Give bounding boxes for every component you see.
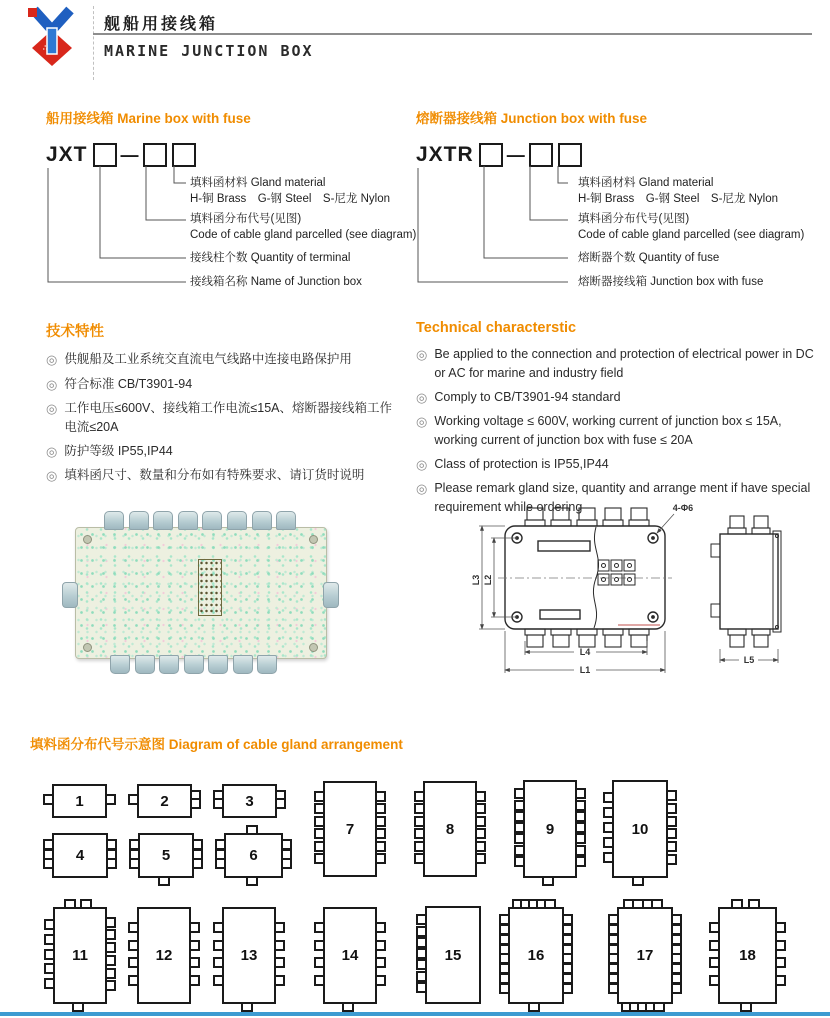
- page-title-zh: 舰船用接线箱: [104, 16, 219, 33]
- tech-item: [416, 412, 816, 450]
- bullet-icon: ◎: [46, 376, 58, 392]
- tech-item: [46, 350, 398, 370]
- jxt-label-quantity: 接线柱个数 Quantity of terminal: [190, 252, 351, 264]
- gland-arrangement-box: [224, 833, 283, 878]
- bullet-icon: ◎: [416, 347, 428, 362]
- cable-gland-tab: [668, 854, 677, 865]
- cable-gland-tab: [514, 845, 523, 856]
- cable-gland-tab: [191, 922, 200, 933]
- cable-gland-tab: [668, 803, 677, 814]
- cable-gland-tab: [128, 975, 137, 986]
- fuse-box-heading: 熔断器接线箱 Junction box with fuse: [416, 111, 648, 126]
- corner-screw: [83, 643, 92, 652]
- cable-gland-tab: [213, 798, 222, 809]
- cable-gland-tab: [246, 878, 258, 886]
- cable-gland-tab: [44, 949, 53, 960]
- cable-gland-tab: [514, 856, 523, 867]
- cable-gland-tab: [414, 853, 423, 864]
- cable-gland-tab: [215, 858, 224, 869]
- tech-item-text: 防护等级 IP55,IP44: [64, 443, 173, 458]
- front-bottom-glands: [525, 629, 649, 647]
- cable-gland-tab: [577, 788, 586, 799]
- bullet-icon: ◎: [46, 468, 58, 483]
- dimensional-drawing: [470, 494, 820, 694]
- cable-gland-right: [323, 582, 339, 608]
- cable-gland-tab: [577, 811, 586, 822]
- gland-arrangement-number: 5: [161, 847, 171, 864]
- cable-gland-top: [129, 511, 149, 530]
- dim-label-l4: L4: [579, 647, 591, 657]
- gland-arrangement-number: 6: [249, 847, 258, 864]
- tech-item: [46, 375, 398, 395]
- jxtr-label-gland-code-zh: 填料函分布代号(见图): [578, 213, 690, 225]
- cable-gland-tab: [43, 794, 52, 805]
- cable-gland-tab: [377, 975, 386, 986]
- cable-gland-tab: [64, 899, 76, 907]
- corner-screw: [309, 643, 318, 652]
- cable-gland-tab: [651, 899, 663, 907]
- cable-gland-tab: [128, 794, 137, 805]
- cable-gland-tab: [416, 971, 425, 982]
- cable-gland-tab: [603, 792, 612, 803]
- cable-gland-tab: [314, 803, 323, 814]
- cable-gland-tab: [128, 922, 137, 933]
- cable-gland-tab: [416, 982, 425, 993]
- cable-gland-tab: [44, 963, 53, 974]
- bullet-icon: ◎: [416, 456, 428, 472]
- cable-gland-tab: [377, 841, 386, 852]
- cable-gland-tab: [314, 957, 323, 968]
- gland-arrangement-number: 11: [72, 947, 88, 964]
- cable-gland-top: [227, 511, 247, 530]
- cable-gland-tab: [514, 788, 523, 799]
- cable-gland-tab: [314, 975, 323, 986]
- cable-gland-top: [153, 511, 173, 530]
- gland-arrangement-box: [137, 907, 191, 1004]
- tech-heading-en: Technical characterstic: [416, 320, 577, 336]
- jxtr-label-gland-code-en: Code of cable gland parcelled (see diagram): [578, 229, 805, 241]
- bullet-icon: ◎: [46, 443, 58, 459]
- tech-item-text: Comply to CB/T3901-94 standard: [434, 389, 621, 404]
- cable-gland-tab: [416, 948, 425, 959]
- cable-gland-tab: [108, 858, 117, 869]
- side-view-glands: [728, 516, 770, 647]
- cable-gland-tab: [709, 957, 718, 968]
- terminal-block: [598, 560, 635, 585]
- jxtr-label-quantity: 熔断器个数 Quantity of fuse: [578, 252, 720, 264]
- cable-gland-bottom: [184, 655, 204, 674]
- cable-gland-bottom: [257, 655, 277, 674]
- gland-arrangement-box: [423, 781, 477, 877]
- cable-gland-bottom: [110, 655, 130, 674]
- model-code-jxtr: JXTR: [416, 143, 474, 166]
- cable-gland-tab: [129, 858, 138, 869]
- product-photo: [60, 497, 350, 692]
- cable-gland-tab: [276, 922, 285, 933]
- cable-gland-tab: [158, 878, 170, 886]
- cable-gland-tab: [608, 983, 617, 994]
- cable-gland-tab: [80, 899, 92, 907]
- footer-rule: [0, 1012, 830, 1016]
- cable-gland-tab: [44, 934, 53, 945]
- gland-arrangement-box: [323, 907, 377, 1004]
- cable-gland-tab: [377, 828, 386, 839]
- cable-gland-tab: [128, 940, 137, 951]
- model-dash: —: [120, 144, 139, 165]
- tech-item-text: Be applied to the connection and protection of electrical power in DC or AC for marine and industry field: [434, 347, 814, 380]
- cable-gland-tab: [241, 1004, 253, 1012]
- cable-gland-tab: [564, 983, 573, 994]
- cable-gland-tab: [514, 833, 523, 844]
- cable-gland-tab: [668, 790, 677, 801]
- cable-gland-tab: [377, 922, 386, 933]
- cable-gland-tab: [107, 794, 116, 805]
- front-top-glands: [525, 508, 649, 526]
- cable-gland-tab: [544, 899, 556, 907]
- corner-screw: [83, 535, 92, 544]
- cable-gland-tab: [314, 816, 323, 827]
- cable-gland-tab: [414, 803, 423, 814]
- cable-gland-tab: [740, 1004, 752, 1012]
- cable-gland-tab: [514, 822, 523, 833]
- cable-gland-bottom: [233, 655, 253, 674]
- cable-gland-tab: [542, 878, 554, 886]
- tech-section-zh: [46, 320, 398, 491]
- page-title-en: MARINE JUNCTION BOX: [104, 42, 314, 60]
- jxt-label-gland-code-zh: 填料函分布代号(见图): [190, 213, 302, 225]
- jxtr-label-gland-material-zh: 填料函材料 Gland material: [578, 177, 714, 189]
- gland-arrangement-number: 2: [160, 792, 169, 810]
- cable-gland-tab: [603, 807, 612, 818]
- cable-gland-top: [202, 511, 222, 530]
- gland-arrangement-heading: 填料函分布代号示意图 Diagram of cable gland arrangement: [30, 737, 403, 752]
- cable-gland-top: [178, 511, 198, 530]
- cable-gland-tab: [668, 841, 677, 852]
- tech-section-en: [416, 320, 816, 522]
- cable-gland-tab: [191, 975, 200, 986]
- cable-gland-tab: [414, 816, 423, 827]
- cable-gland-tab: [416, 959, 425, 970]
- gland-arrangement-box: [138, 833, 194, 878]
- cable-gland-tab: [414, 791, 423, 802]
- gland-arrangement-box: [612, 780, 668, 878]
- model-code-row-jxtr: [416, 142, 582, 168]
- cable-gland-tab: [777, 957, 786, 968]
- cable-gland-tab: [668, 816, 677, 827]
- cable-gland-tab: [477, 791, 486, 802]
- gland-arrangement-number: 18: [739, 947, 756, 964]
- cable-gland-tab: [213, 975, 222, 986]
- model-blank-box: [172, 143, 196, 167]
- gland-arrangement-number: 15: [444, 946, 462, 964]
- gland-arrangement-number: 13: [240, 947, 258, 964]
- cable-gland-tab: [603, 852, 612, 863]
- cable-gland-tab: [44, 978, 53, 989]
- cable-gland-tab: [276, 975, 285, 986]
- gland-arrangement-number: 9: [545, 820, 555, 838]
- gland-arrangement-box: [508, 907, 564, 1004]
- cable-gland-tab: [194, 858, 203, 869]
- cable-gland-tab: [603, 822, 612, 833]
- gland-arrangement-number: 1: [75, 792, 84, 810]
- jxt-label-gland-material-en: H-铜 Brass G-钢 Steel S-尼龙 Nylon: [190, 193, 391, 205]
- gland-arrangement-number: 3: [245, 792, 254, 810]
- cable-gland-tab: [246, 825, 258, 833]
- cable-gland-tab: [128, 957, 137, 968]
- cable-gland-top: [252, 511, 272, 530]
- cable-gland-tab: [709, 940, 718, 951]
- cable-gland-tab: [377, 791, 386, 802]
- cable-gland-bottom: [159, 655, 179, 674]
- gland-arrangement-box: [222, 907, 276, 1004]
- gland-arrangement-number: 10: [631, 820, 649, 838]
- cable-gland-tab: [107, 929, 116, 940]
- cable-gland-tab: [213, 957, 222, 968]
- marine-box-heading: 船用接线箱 Marine box with fuse: [46, 111, 251, 126]
- bullet-icon: ◎: [416, 481, 428, 496]
- cable-gland-tab: [514, 800, 523, 811]
- header-divider-dashed: [93, 6, 94, 80]
- cable-gland-tab: [107, 955, 116, 966]
- gland-arrangement-number: 8: [445, 820, 455, 838]
- cable-gland-tab: [477, 816, 486, 827]
- gland-arrangement-number: 14: [341, 947, 359, 964]
- company-logo: [24, 6, 80, 72]
- cable-gland-tab: [314, 940, 323, 951]
- gland-arrangement-box: [617, 907, 673, 1004]
- gland-arrangement-box: [718, 907, 777, 1004]
- cable-gland-tab: [377, 957, 386, 968]
- cable-gland-tab: [276, 940, 285, 951]
- header-rule: [93, 33, 812, 35]
- gland-arrangement-box: [53, 907, 107, 1004]
- gland-arrangement-box: [425, 906, 481, 1004]
- cable-gland-tab: [577, 800, 586, 811]
- side-view: [711, 531, 781, 632]
- gland-arrangement-number: 12: [155, 947, 173, 964]
- model-code-jxt: JXT: [46, 143, 88, 166]
- tech-item-text: 供舰船及工业系统交直流电气线路中连接电路保护用: [64, 352, 352, 366]
- bullet-icon: ◎: [46, 401, 58, 416]
- tech-item: [416, 455, 816, 475]
- logo-mark-text: ∴: [43, 45, 48, 52]
- cable-gland-tab: [213, 922, 222, 933]
- cable-gland-tab: [416, 914, 425, 925]
- model-blank-box: [93, 143, 117, 167]
- cable-gland-bottom: [208, 655, 228, 674]
- corner-screw: [309, 535, 318, 544]
- tech-item: [46, 466, 398, 486]
- cable-gland-tab: [777, 940, 786, 951]
- cable-gland-tab: [213, 940, 222, 951]
- cable-gland-bottom: [135, 655, 155, 674]
- dim-label-l1: L1: [579, 665, 591, 675]
- cable-gland-tab: [709, 922, 718, 933]
- logo-y-stem: [47, 28, 57, 54]
- tech-item-text: Class of protection is IP55,IP44: [434, 456, 609, 471]
- cable-gland-tab: [314, 828, 323, 839]
- jxt-label-name: 接线箱名称 Name of Junction box: [190, 276, 362, 288]
- cable-gland-tab: [416, 937, 425, 948]
- tech-item: [46, 399, 398, 437]
- cable-gland-top: [104, 511, 124, 530]
- gland-arrangement-number: 4: [75, 847, 85, 864]
- bullet-icon: ◎: [46, 352, 58, 367]
- cable-gland-tab: [107, 968, 116, 979]
- tech-item: [416, 388, 816, 408]
- cable-gland-tab: [414, 841, 423, 852]
- cable-gland-tab: [577, 822, 586, 833]
- tech-item: [46, 442, 398, 462]
- cable-gland-tab: [72, 1004, 84, 1012]
- nameplate-label: [198, 559, 222, 616]
- cable-gland-tab: [342, 1004, 354, 1012]
- cable-gland-tab: [477, 841, 486, 852]
- cable-gland-tab: [107, 942, 116, 953]
- tech-item-text: 符合标准 CB/T3901-94: [64, 376, 193, 391]
- cable-gland-tab: [499, 983, 508, 994]
- tech-item-text: 填料函尺寸、数量和分布如有特殊要求、请订货时说明: [64, 468, 365, 482]
- cable-gland-tab: [314, 841, 323, 852]
- cable-gland-tab: [314, 853, 323, 864]
- jxt-label-gland-code-en: Code of cable gland parcelled (see diagram): [190, 229, 417, 241]
- cable-gland-tab: [477, 828, 486, 839]
- cable-gland-tab: [709, 975, 718, 986]
- dim-label-l3: L3: [471, 574, 481, 586]
- dim-label-holes: 4-Φ6: [672, 503, 694, 513]
- tech-item-text: Please remark gland size, quantity and arrange ment if have special requirement while ordering: [434, 481, 811, 514]
- tech-item-text: Working voltage ≤ 600V, working current of junction box ≤ 15A, working current of junction box with fuse ≤ 20A: [434, 414, 782, 447]
- cable-gland-tab: [377, 816, 386, 827]
- cable-gland-tab: [477, 853, 486, 864]
- dim-label-l5: L5: [743, 655, 755, 665]
- cable-gland-tab: [314, 791, 323, 802]
- cable-gland-tab: [192, 798, 201, 809]
- cable-gland-tab: [277, 798, 286, 809]
- cable-gland-tab: [748, 899, 760, 907]
- gland-arrangement-box: [52, 784, 107, 818]
- gland-arrangement-box: [222, 784, 277, 818]
- gland-arrangement-box: [137, 784, 192, 818]
- model-blank-box: [529, 143, 553, 167]
- bullet-icon: ◎: [416, 414, 428, 429]
- model-blank-box: [479, 143, 503, 167]
- logo-accent: [28, 8, 37, 17]
- cable-gland-tab: [414, 828, 423, 839]
- cable-gland-tab: [777, 975, 786, 986]
- gland-arrangement-box: [52, 833, 108, 878]
- model-dash: —: [506, 144, 525, 165]
- cable-gland-tab: [577, 845, 586, 856]
- dim-label-l2: L2: [483, 574, 493, 586]
- cable-gland-tab: [668, 828, 677, 839]
- cable-gland-tab: [603, 837, 612, 848]
- cable-gland-tab: [477, 803, 486, 814]
- cable-gland-tab: [107, 917, 116, 928]
- gland-arrangement-box: [523, 780, 577, 878]
- cable-gland-tab: [377, 853, 386, 864]
- cable-gland-tab: [314, 922, 323, 933]
- cable-gland-tab: [514, 811, 523, 822]
- model-code-row-jxt: [46, 142, 196, 168]
- jxtr-label-gland-material-en: H-铜 Brass G-钢 Steel S-尼龙 Nylon: [578, 193, 779, 205]
- cable-gland-tab: [377, 940, 386, 951]
- cable-gland-tab: [191, 940, 200, 951]
- cable-gland-tab: [528, 1004, 540, 1012]
- cable-gland-tab: [191, 957, 200, 968]
- tech-heading-zh: 技术特性: [46, 324, 104, 340]
- cable-gland-tab: [107, 980, 116, 991]
- logo-y-arms: [34, 10, 70, 30]
- cable-gland-tab: [777, 922, 786, 933]
- tech-item-text: 工作电压≤600V、接线箱工作电流≤15A、熔断器接线箱工作电流≤20A: [64, 401, 392, 434]
- bullet-icon: ◎: [416, 389, 428, 405]
- cable-gland-tab: [43, 858, 52, 869]
- cable-gland-top: [276, 511, 296, 530]
- cable-gland-tab: [577, 856, 586, 867]
- gland-arrangement-box: [323, 781, 377, 877]
- cable-gland-tab: [653, 1004, 665, 1012]
- cable-gland-tab: [416, 926, 425, 937]
- cable-gland-tab: [673, 983, 682, 994]
- tech-item: [416, 345, 816, 383]
- cable-gland-tab: [276, 957, 285, 968]
- gland-arrangement-number: 7: [345, 820, 355, 838]
- gland-arrangement-number: 17: [636, 947, 654, 964]
- jxtr-label-name: 熔断器接线箱 Junction box with fuse: [578, 276, 764, 288]
- model-blank-box: [143, 143, 167, 167]
- cable-gland-tab: [731, 899, 743, 907]
- gland-arrangement-number: 16: [527, 947, 545, 964]
- cable-gland-tab: [577, 833, 586, 844]
- cable-gland-tab: [283, 858, 292, 869]
- cable-gland-tab: [377, 803, 386, 814]
- model-blank-box: [558, 143, 582, 167]
- jxt-label-gland-material-zh: 填料函材料 Gland material: [190, 177, 326, 189]
- cable-gland-left: [62, 582, 78, 608]
- cable-gland-tab: [44, 919, 53, 930]
- cable-gland-tab: [632, 878, 644, 886]
